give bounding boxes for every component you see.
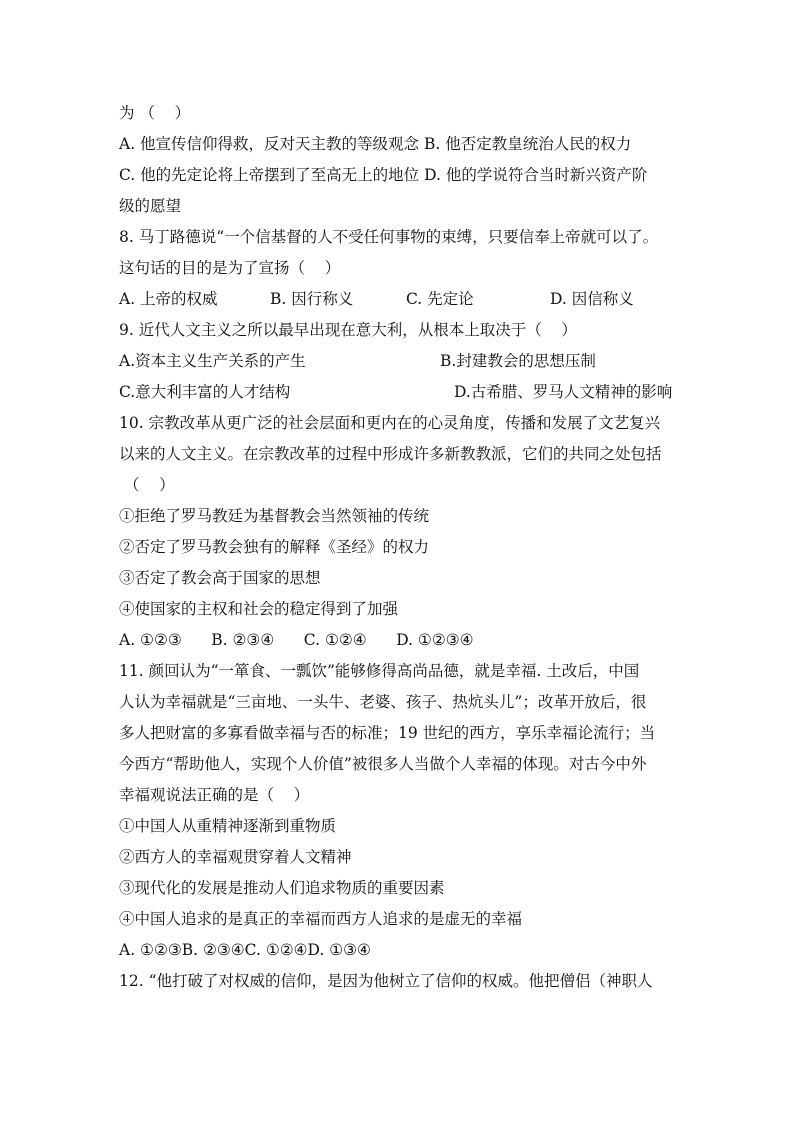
q11-item-3: ③现代化的发展是推动人们追求物质的重要因素 — [119, 879, 445, 897]
q9-option-c: C.意大利丰富的人才结构 — [119, 383, 291, 401]
q8-option-d: D. 因信称义 — [550, 290, 634, 308]
q8-option-a: A. 上帝的权威 — [119, 290, 218, 308]
q7-options-ab: A. 他宣传信仰得救，反对天主教的等级观念 B. 他否定教皇统治人民的权力 — [119, 135, 632, 153]
q10-stem-line-3: （ ） — [119, 476, 175, 494]
q10-item-1: ①拒绝了罗马教廷为基督教会当然领袖的传统 — [119, 507, 430, 525]
q10-stem-line-1: 10. 宗教改革从更广泛的社会层面和更内在的心灵角度，传播和发展了文艺复兴 — [119, 414, 661, 432]
q11-options: A. ①②③B. ②③④C. ①②④D. ①③④ — [119, 941, 371, 959]
q12-stem-line-1: 12. “他打破了对权威的信仰，是因为他树立了信仰的权威。他把僧侣（神职人 — [119, 972, 653, 990]
q8-stem-line-2: 这句话的目的是为了宣扬（ ） — [119, 259, 341, 277]
q8-stem-line-1: 8. 马丁路德说“一个信基督的人不受任何事物的束缚，只要信奉上帝就可以了。 — [119, 228, 659, 246]
q10-item-3: ③否定了教会高于国家的思想 — [119, 569, 321, 587]
q10-item-2: ②否定了罗马教会独有的解释《圣经》的权力 — [119, 538, 430, 556]
q11-stem-line-5: 幸福观说法正确的是（ ） — [119, 786, 310, 804]
q11-item-2: ②西方人的幸福观贯穿着人文精神 — [119, 848, 352, 866]
q11-stem-line-2: 人认为幸福就是“三亩地、一头牛、老婆、孩子、热炕头儿”；改革开放后，很 — [119, 693, 647, 711]
q10-item-4: ④使国家的主权和社会的稳定得到了加强 — [119, 600, 399, 618]
q8-option-c: C. 先定论 — [406, 290, 474, 308]
q11-item-1: ①中国人从重精神逐渐到重物质 — [119, 817, 337, 835]
q8-option-b: B. 因行称义 — [270, 290, 354, 308]
q11-stem-line-3: 多人把财富的多寡看做幸福与否的标准；19 世纪的西方，享乐幸福论流行；当 — [119, 724, 656, 742]
q7-options-cd: C. 他的先定论将上帝摆到了至高无上的地位 D. 他的学说符合当时新兴资产阶 — [119, 166, 648, 184]
q7-option-d-continued: 级的愿望 — [119, 197, 182, 215]
q10-stem-line-2: 以来的人文主义。在宗教改革的过程中形成许多新教教派，它们的共同之处包括 — [119, 445, 662, 463]
q9-option-a: A.资本主义生产关系的产生 — [119, 352, 306, 370]
q9-option-b: B.封建教会的思想压制 — [440, 352, 596, 370]
q9-stem: 9. 近代人文主义之所以最早出现在意大利，从根本上取决于（ ） — [119, 321, 577, 339]
q11-item-4: ④中国人追求的是真正的幸福而西方人追求的是虚无的幸福 — [119, 910, 523, 928]
q11-stem-line-4: 今西方“帮助他人，实现个人价值”被很多人当做个人幸福的体现。对古今中外 — [119, 755, 647, 773]
q11-stem-line-1: 11. 颜回认为“一箪食、一瓢饮”能够修得高尚品德，就是幸福. 土改后，中国 — [119, 662, 640, 680]
q7-stem-end: 为 （ ） — [119, 104, 191, 122]
q9-option-d: D.古希腊、罗马人文精神的影响 — [454, 383, 673, 401]
q10-options: A. ①②③ B. ②③④ C. ①②④ D. ①②③④ — [119, 631, 474, 649]
